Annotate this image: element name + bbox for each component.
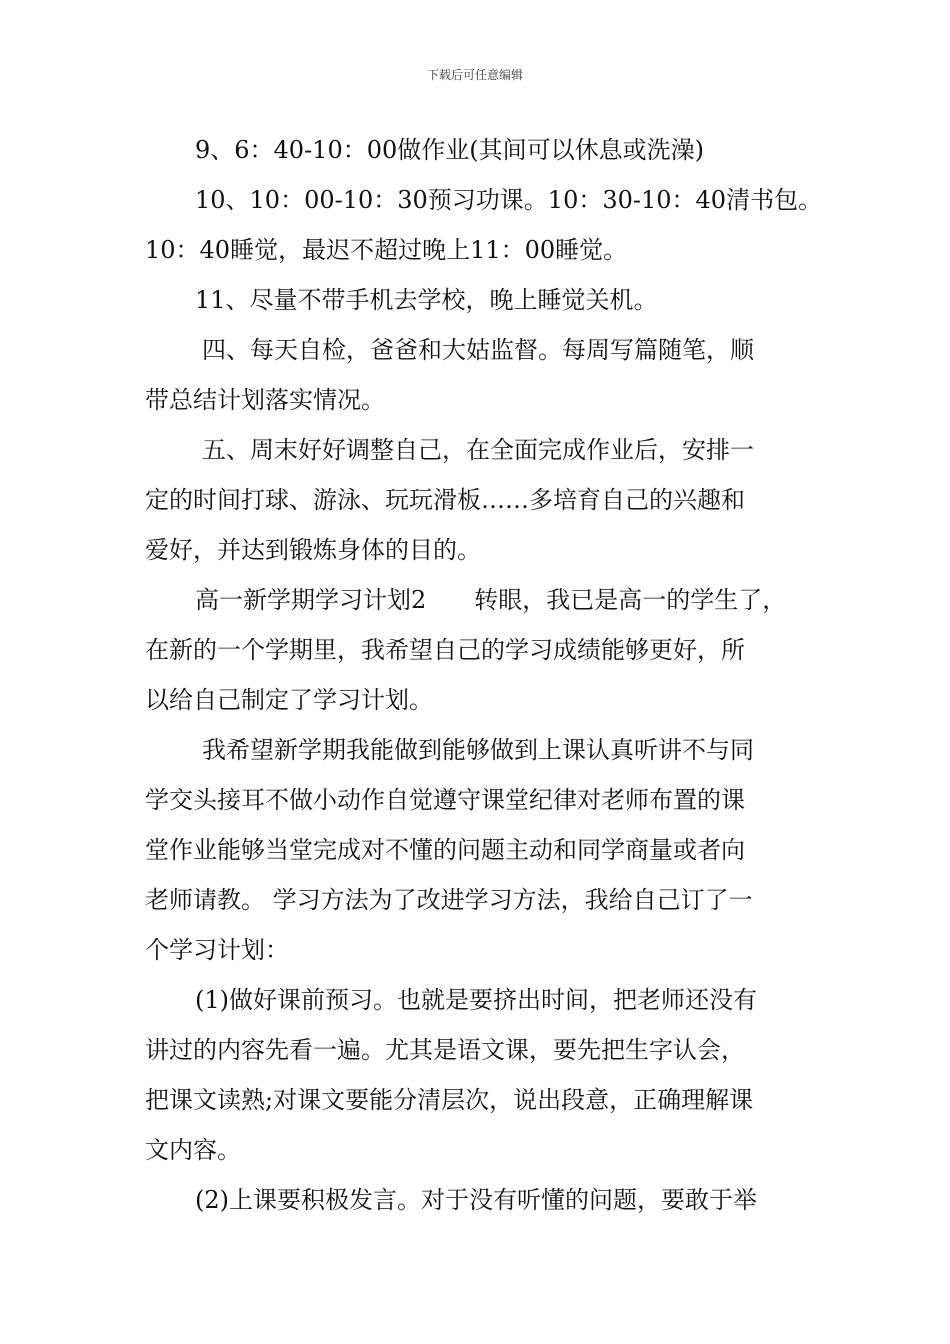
text-line: 爱好，并达到锻炼身体的目的。: [145, 536, 481, 564]
text-line: 五、周末好好调整自己，在全面完成作业后，安排一: [202, 436, 754, 464]
text-line: 老师请教。 学习方法为了改进学习方法，我给自己订了一: [145, 886, 753, 914]
text-line: 高一新学期学习计划2 转眼，我已是高一的学生了，: [195, 586, 787, 614]
text-line: 讲过的内容先看一遍。尤其是语文课，要先把生字认会，: [145, 1036, 745, 1064]
text-line: 文内容。: [145, 1136, 241, 1164]
text-line: 堂作业能够当堂完成对不懂的问题主动和同学商量或者向: [145, 836, 745, 864]
text-line: 我希望新学期我能做到能够做到上课认真听讲不与同: [202, 736, 754, 764]
text-line: 带总结计划落实情况。: [145, 386, 385, 414]
text-line: 四、每天自检，爸爸和大姑监督。每周写篇随笔，顺: [202, 336, 754, 364]
text-line: 在新的一个学期里，我希望自己的学习成绩能够更好，所: [145, 636, 745, 664]
text-line: 11、尽量不带手机去学校，晚上睡觉关机。: [195, 286, 658, 314]
text-line: 个学习计划：: [145, 936, 289, 964]
text-line: 9、6：40-10：00做作业(其间可以休息或洗澡): [195, 136, 704, 164]
text-line: 学交头接耳不做小动作自觉遵守课堂纪律对老师布置的课: [145, 786, 745, 814]
text-line: (1)做好课前预习。也就是要挤出时间，把老师还没有: [195, 986, 757, 1014]
page-header-note: 下载后可任意编辑: [426, 68, 523, 82]
text-line: 以给自己制定了学习计划。: [145, 686, 433, 714]
text-line: 把课文读熟;对课文要能分清层次，说出段意，正确理解课: [145, 1086, 754, 1114]
document-body: [145, 128, 823, 1228]
text-line: 定的时间打球、游泳、玩玩滑板……多培育自己的兴趣和: [145, 486, 745, 514]
text-line: (2)上课要积极发言。对于没有听懂的问题，要敢于举: [195, 1186, 757, 1214]
text-line: 10：40睡觉，最迟不超过晚上11：00睡觉。: [145, 236, 628, 264]
text-line: 10、10：00-10：30预习功课。10：30-10：40清书包。: [195, 186, 823, 214]
